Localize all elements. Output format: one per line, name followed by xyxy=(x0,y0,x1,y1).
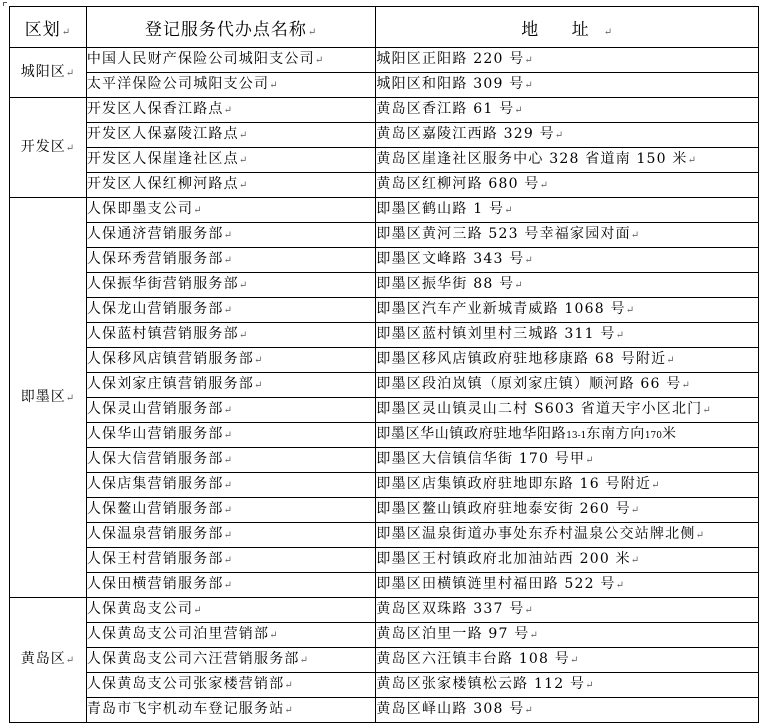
table-row xyxy=(10,398,759,423)
service-point-table xyxy=(9,6,759,723)
paragraph-mark: ↵ xyxy=(254,355,264,366)
service-point-name: 人保温泉营销服务部↵ xyxy=(86,523,376,548)
table-row xyxy=(10,273,759,298)
table-row xyxy=(10,373,759,398)
service-point-name: 人保鳌山营销服务部↵ xyxy=(86,498,376,523)
service-point-address: 即墨区蓝村镇刘里村三城路 311 号↵ xyxy=(376,323,759,348)
service-point-name: 人保刘家庄镇营销服务部↵ xyxy=(86,373,376,398)
service-point-name: 人保龙山营销服务部↵ xyxy=(86,298,376,323)
service-point-address: 黄岛区峄山路 308 号↵ xyxy=(376,698,759,723)
paragraph-mark: ↵ xyxy=(615,580,626,591)
table-body xyxy=(10,48,759,723)
paragraph-mark: ↵ xyxy=(504,205,514,216)
paragraph-mark: ↵ xyxy=(570,655,580,666)
paragraph-mark: ↵ xyxy=(223,455,234,466)
table-row xyxy=(10,148,759,173)
district-cell: 黄岛区↵ xyxy=(10,598,87,723)
paragraph-mark: ↵ xyxy=(223,230,234,241)
table-row xyxy=(10,473,759,498)
paragraph-mark: ↵ xyxy=(651,480,661,491)
table-row xyxy=(10,523,759,548)
service-point-address: 即墨区鳌山镇政府驻地泰安街 260 号↵ xyxy=(376,498,759,523)
service-point-address: 即墨区振华街 88 号↵ xyxy=(376,273,759,298)
paragraph-mark: ↵ xyxy=(223,555,234,566)
service-point-name: 人保通济营销服务部↵ xyxy=(86,223,376,248)
service-point-name: 人保振华街营销服务部↵ xyxy=(86,273,376,298)
service-point-name: 太平洋保险公司城阳支公司↵ xyxy=(86,73,376,98)
paragraph-mark: ↵ xyxy=(666,355,676,366)
service-point-name: 人保黄岛支公司张家楼营销部↵ xyxy=(86,673,376,698)
table-row xyxy=(10,573,759,598)
paragraph-mark: ↵ xyxy=(223,305,234,316)
paragraph-mark: ↵ xyxy=(238,155,249,166)
paragraph-mark: ↵ xyxy=(585,680,595,691)
paragraph-mark: ↵ xyxy=(524,255,534,266)
table-row xyxy=(10,348,759,373)
table-row xyxy=(10,448,759,473)
service-point-address: 黄岛区红柳河路 680 号↵ xyxy=(376,173,759,198)
service-point-name: 中国人民财产保险公司城阳支公司↵ xyxy=(86,48,376,73)
service-point-address: 黄岛区嘉陵江西路 329 号↵ xyxy=(376,123,759,148)
service-point-name: 人保环秀营销服务部↵ xyxy=(86,248,376,273)
paragraph-mark: ↵ xyxy=(269,80,279,91)
service-point-name: 人保华山营销服务部↵ xyxy=(86,423,376,448)
paragraph-mark: ↵ xyxy=(223,430,234,441)
service-point-address: 黄岛区香江路 61 号↵ xyxy=(376,98,759,123)
paragraph-mark: ↵ xyxy=(585,455,595,466)
paragraph-mark: ↵ xyxy=(238,130,249,141)
table-row xyxy=(10,198,759,223)
paragraph-mark: ↵ xyxy=(514,280,524,291)
table-row xyxy=(10,598,759,623)
service-point-address: 即墨区大信镇信华街 170 号甲↵ xyxy=(376,448,759,473)
service-point-address: 即墨区华山镇政府驻地华阳路13-1东南方向170米 xyxy=(376,423,759,448)
paragraph-mark: ↵ xyxy=(284,705,295,716)
service-point-name: 开发区人保红柳河路点↵ xyxy=(86,173,376,198)
service-point-name: 开发区人保嘉陵江路点↵ xyxy=(86,123,376,148)
service-point-address: 黄岛区崖逢社区服务中心 328 省道南 150 米↵ xyxy=(376,148,759,173)
paragraph-mark: ↵ xyxy=(554,130,565,141)
paragraph-mark: ↵ xyxy=(223,480,234,491)
table-row xyxy=(10,548,759,573)
service-point-address: 即墨区移风店镇政府驻地移康路 68 号附近↵ xyxy=(376,348,759,373)
service-point-address: 黄岛区双珠路 337 号↵ xyxy=(376,598,759,623)
service-point-name: 人保移风店镇营销服务部↵ xyxy=(86,348,376,373)
service-point-name: 人保蓝村镇营销服务部↵ xyxy=(86,323,376,348)
paragraph-mark: ↵ xyxy=(524,605,534,616)
paragraph-mark: ↵ xyxy=(625,305,636,316)
paragraph-mark: ↵ xyxy=(524,705,534,716)
paragraph-mark: ↵ xyxy=(65,392,76,404)
paragraph-mark: ↵ xyxy=(630,555,641,566)
paragraph-mark: ↵ xyxy=(529,630,540,641)
service-point-name: 人保大信营销服务部↵ xyxy=(86,448,376,473)
service-point-name: 人保黄岛支公司泊里营销部↵ xyxy=(86,623,376,648)
paragraph-mark: ↵ xyxy=(223,580,234,591)
table-header-row xyxy=(10,7,759,48)
paragraph-mark: ↵ xyxy=(299,655,310,666)
table-row xyxy=(10,48,759,73)
paragraph-mark: ↵ xyxy=(238,330,249,341)
paragraph-mark: ↵ xyxy=(65,67,76,79)
paragraph-mark: ↵ xyxy=(65,142,76,154)
paragraph-mark: ↵ xyxy=(223,105,234,116)
paragraph-mark: ↵ xyxy=(695,530,706,541)
table-row xyxy=(10,298,759,323)
service-point-address: 即墨区王村镇政府北加油站西 200 米↵ xyxy=(376,548,759,573)
service-point-address: 即墨区段泊岚镇（原刘家庄镇）顺河路 66 号↵ xyxy=(376,373,759,398)
service-point-name: 人保田横营销服务部↵ xyxy=(86,573,376,598)
paragraph-mark: ↵ xyxy=(524,80,534,91)
table-row xyxy=(10,673,759,698)
service-point-name: 开发区人保香江路点↵ xyxy=(86,98,376,123)
table-row xyxy=(10,623,759,648)
service-point-address: 即墨区店集镇政府驻地即东路 16 号附近↵ xyxy=(376,473,759,498)
paragraph-mark: ↵ xyxy=(223,505,234,516)
paragraph-mark: ↵ xyxy=(687,155,698,166)
service-point-address: 即墨区灵山镇灵山二村 S603 省道天宇小区北门↵ xyxy=(376,398,759,423)
service-point-address: 即墨区鹤山路 1 号↵ xyxy=(376,198,759,223)
service-point-name: 青岛市飞宇机动车登记服务站↵ xyxy=(86,698,376,723)
table-row xyxy=(10,248,759,273)
paragraph-mark: ↵ xyxy=(193,205,203,216)
paragraph-mark: ↵ xyxy=(630,230,641,241)
paragraph-mark: ↵ xyxy=(65,655,76,666)
paragraph-mark: ↵ xyxy=(269,630,279,641)
paragraph-mark: ↵ xyxy=(223,530,234,541)
service-point-address: 城阳区正阳路 220 号↵ xyxy=(376,48,759,73)
paragraph-mark: ↵ xyxy=(630,505,641,516)
table-row xyxy=(10,698,759,723)
service-point-name: 人保黄岛支公司↵ xyxy=(86,598,376,623)
paragraph-mark: ↵ xyxy=(238,180,249,191)
paragraph-mark: ↵ xyxy=(514,105,524,116)
paragraph-mark: ↵ xyxy=(702,405,712,416)
service-point-address: 即墨区黄河三路 523 号幸福家园对面↵ xyxy=(376,223,759,248)
paragraph-mark: ↵ xyxy=(254,380,264,391)
service-point-name: 开发区人保崖逢社区点↵ xyxy=(86,148,376,173)
district-cell: 开发区↵ xyxy=(10,98,87,198)
table-row xyxy=(10,73,759,98)
service-point-address: 黄岛区六汪镇丰台路 108 号↵ xyxy=(376,648,759,673)
name-column-header: 登记服务代办点名称↵ xyxy=(86,7,376,48)
service-point-address: 黄岛区泊里一路 97 号↵ xyxy=(376,623,759,648)
paragraph-mark: ↵ xyxy=(238,280,249,291)
service-point-address: 即墨区田横镇涟里村福田路 522 号↵ xyxy=(376,573,759,598)
service-point-address: 黄岛区张家楼镇松云路 112 号↵ xyxy=(376,673,759,698)
paragraph-mark: ↵ xyxy=(539,180,550,191)
table-row xyxy=(10,323,759,348)
table-row xyxy=(10,648,759,673)
district-cell: 城阳区↵ xyxy=(10,48,87,98)
address-column-header: 地 址↵ xyxy=(376,7,759,48)
service-point-address: 城阳区和阳路 309 号↵ xyxy=(376,73,759,98)
paragraph-mark: ↵ xyxy=(524,55,534,66)
paragraph-mark: ↵ xyxy=(615,330,626,341)
district-column-header: 区划↵ xyxy=(10,7,87,48)
service-point-name: 人保店集营销服务部↵ xyxy=(86,473,376,498)
table-row xyxy=(10,123,759,148)
district-cell: 即墨区↵ xyxy=(10,198,87,598)
paragraph-mark: ↵ xyxy=(681,380,692,391)
table-row xyxy=(10,98,759,123)
service-point-name: 人保灵山营销服务部↵ xyxy=(86,398,376,423)
table-row xyxy=(10,173,759,198)
table-row xyxy=(10,498,759,523)
paragraph-mark: ↵ xyxy=(223,255,234,266)
service-point-address: 即墨区温泉街道办事处东乔村温泉公交站牌北侧↵ xyxy=(376,523,759,548)
paragraph-mark: ↵ xyxy=(314,55,325,66)
service-point-name: 人保黄岛支公司六汪营销服务部↵ xyxy=(86,648,376,673)
page-corner-mark xyxy=(3,2,7,6)
service-point-name: 人保王村营销服务部↵ xyxy=(86,548,376,573)
table-row xyxy=(10,223,759,248)
service-point-address: 即墨区文峰路 343 号↵ xyxy=(376,248,759,273)
paragraph-mark: ↵ xyxy=(284,680,295,691)
paragraph-mark: ↵ xyxy=(223,405,234,416)
service-point-address: 即墨区汽车产业新城青威路 1068 号↵ xyxy=(376,298,759,323)
paragraph-mark: ↵ xyxy=(193,605,203,616)
service-point-name: 人保即墨支公司↵ xyxy=(86,198,376,223)
table-row xyxy=(10,423,759,448)
